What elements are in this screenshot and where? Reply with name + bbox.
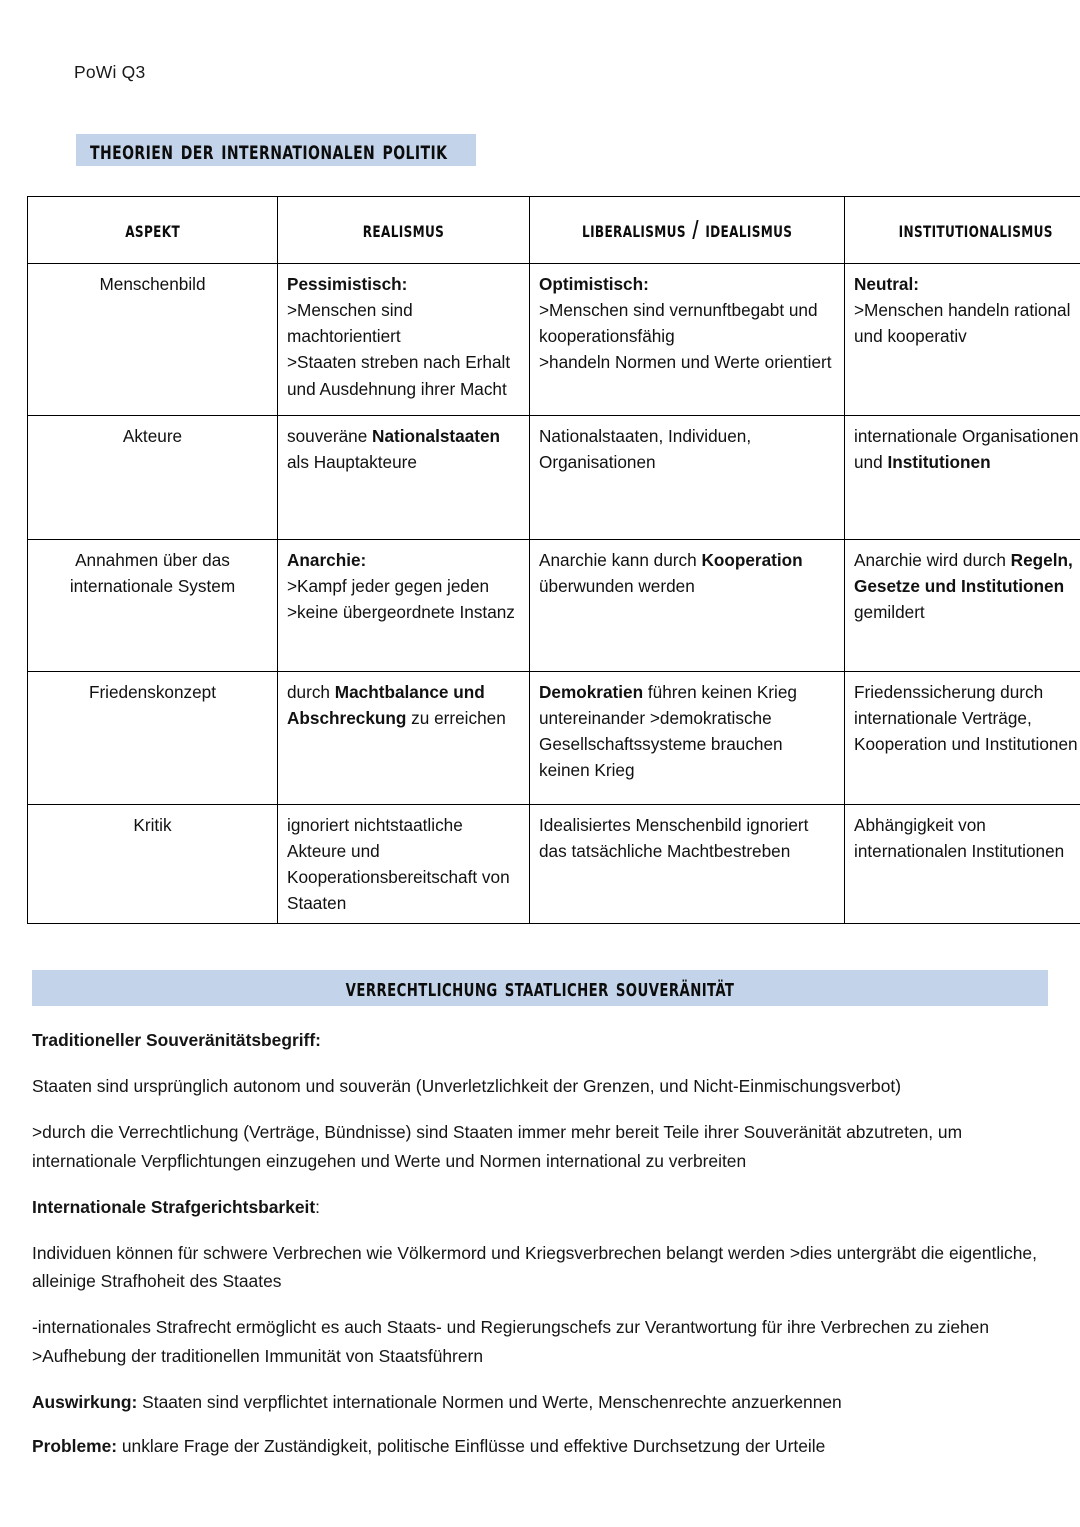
table-row [28,540,1080,672]
paragraph-autonomy: Staaten sind ursprünglich autonom und souverän (Unverletzlichkeit der Grenzen, und Nicht-Einmischungsverbot) [32,1076,902,1097]
cell-aspect: Annahmen über das internationale System [28,540,278,672]
cell-liberalismus: Idealisiertes Menschenbild ignoriert das tatsächliche Machtbestreben [530,805,845,924]
cell-liberalismus: Demokratien führen keinen Krieg untereinander >demokratische Gesellschaftssysteme brauchen keinen Krieg [530,672,845,805]
cell-aspect: Kritik [28,805,278,924]
column-header-realismus: realismus [278,197,530,264]
table-row [28,805,1080,924]
cell-aspect: Menschenbild [28,264,278,416]
cell-institutionalismus: Neutral: >Menschen handeln rational und kooperativ [845,264,1080,416]
problems-label: Probleme: [32,1435,118,1456]
cell-institutionalismus: Abhängigkeit von internationalen Institutionen [845,805,1080,924]
paragraph-criminal-law: -internationales Strafrecht ermöglicht es auch Staats- und Regierungschefs zur Verantwortung für ihre Verbrechen zu ziehen >Aufhebung der traditionellen Immunität von Staatsführern [32,1317,990,1366]
page-label: PoWi Q3 [74,62,146,82]
cell-realismus: Pessimistisch: >Menschen sind machtorientiert >Staaten streben nach Erhalt und Ausdehnung ihrer Macht [278,264,530,416]
section-banner-theories-title: theorien der internationalen politik [90,134,448,166]
heading-international-criminal-justice [32,1193,1052,1221]
cell-liberalismus: Nationalstaaten, Individuen, Organisationen [530,416,845,540]
impact-label: Auswirkung: [32,1391,138,1412]
cell-aspect: Akteure [28,416,278,540]
impact-text: Staaten sind verpflichtet internationale Normen und Werte, Menschenrechte anzuerkennen [137,1391,842,1412]
table-row [28,264,1080,416]
paragraph-problems [32,1432,1052,1460]
paragraph-impact [32,1388,1052,1416]
paragraph-individuals: Individuen können für schwere Verbrechen wie Völkermord und Kriegsverbrechen belangt werden >dies untergräbt die eigentliche, alleinige Strafhoheit des Staates [32,1242,1037,1292]
heading-criminal-colon: : [315,1196,321,1217]
problems-text: unklare Frage der Zuständigkeit, politische Einflüsse und effektive Durchsetzung der Urteile [117,1435,826,1456]
table-row [28,672,1080,805]
cell-liberalismus: Optimistisch: >Menschen sind vernunftbegabt und kooperationsfähig >handeln Normen und Werte orientiert [530,264,845,416]
column-header-institutionalismus: institutionalismus [845,197,1080,264]
cell-realismus: souveräne Nationalstaaten als Hauptakteure [278,416,530,540]
section-banner-theories [76,134,476,166]
cell-liberalismus: Anarchie kann durch Kooperation überwunden werden [530,540,845,672]
cell-realismus: ignoriert nichtstaatliche Akteure und Kooperationsbereitschaft von Staaten [278,805,530,924]
paragraph-verrechtlichung: >durch die Verrechtlichung (Verträge, Bündnisse) sind Staaten immer mehr bereit Teile ihrer Souveränität abzutreten, um internationale Verpflichtungen einzugehen und Werte und Normen international zu verbreiten [32,1122,963,1171]
cell-institutionalismus: Anarchie wird durch Regeln, Gesetze und Institutionen gemildert [845,540,1080,672]
heading-traditional-sovereignty: Traditioneller Souveränitätsbegriff: [32,1030,321,1050]
cell-realismus: durch Machtbalance und Abschreckung zu erreichen [278,672,530,805]
theories-table [27,196,1080,924]
section-banner-sovereignty-title: verrechtlichung staatlicher souveränität [345,973,735,1003]
cell-institutionalismus: internationale Organisationen und Institutionen [845,416,1080,540]
heading-criminal-label: Internationale Strafgerichtsbarkeit [32,1196,316,1217]
column-header-aspekt: aspekt [28,197,278,264]
sovereignty-body [32,1026,1052,1476]
table-header-row [28,197,1080,264]
cell-institutionalismus: Friedenssicherung durch internationale Verträge, Kooperation und Institutionen [845,672,1080,805]
cell-aspect: Friedenskonzept [28,672,278,805]
cell-realismus: Anarchie: >Kampf jeder gegen jeden >keine übergeordnete Instanz [278,540,530,672]
table-row [28,416,1080,540]
column-header-liberalismus: liberalismus / idealismus [530,197,845,264]
section-banner-sovereignty [32,970,1048,1006]
